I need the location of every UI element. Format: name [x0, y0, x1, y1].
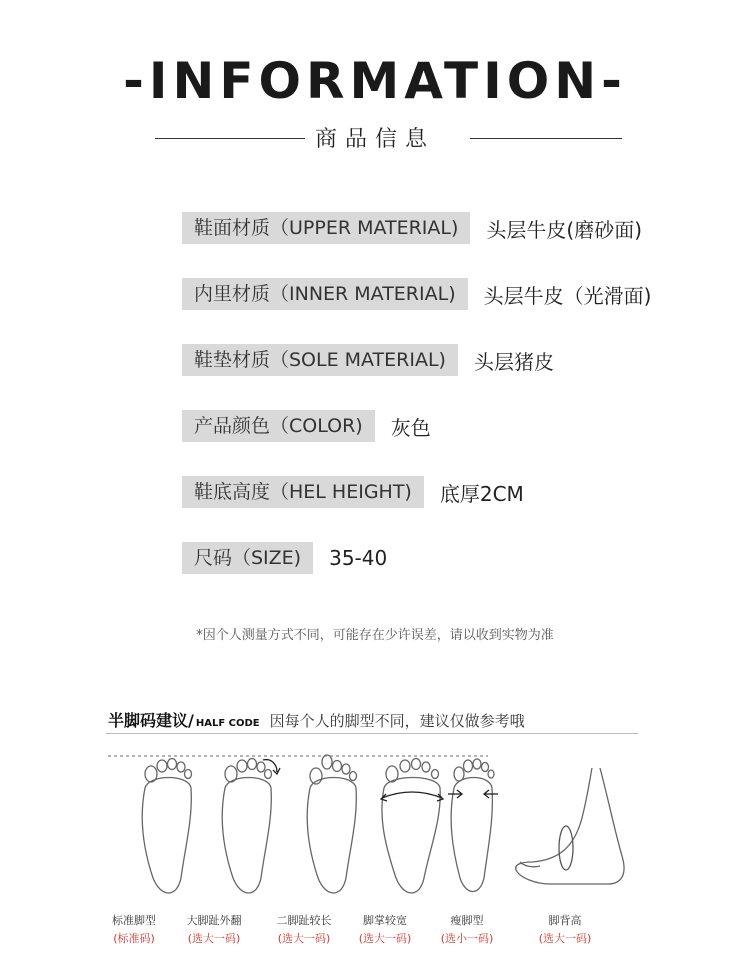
spec-value: 35-40: [329, 546, 388, 570]
foot-type-illustrations: [100, 738, 680, 898]
spec-label: 内里材质（INNER MATERIAL): [182, 278, 468, 310]
spec-row-color: [182, 410, 431, 442]
spec-label: 鞋底高度（HEL HEIGHT): [182, 476, 424, 508]
half-code-header: [108, 708, 525, 732]
spec-row-sole: [182, 344, 554, 376]
page-title: -INFORMATION-: [123, 52, 627, 110]
foot-type-advice: (选大一码): [187, 932, 241, 945]
foot-wide-icon: [381, 759, 443, 894]
foot-narrow-icon: [448, 759, 498, 892]
foot-type-advice: (选大一码): [358, 932, 412, 945]
foot-bunion-icon: [222, 759, 280, 894]
foot-type-name: 脚背高: [548, 914, 582, 927]
spec-label: 产品颜色（COLOR): [182, 410, 375, 442]
spec-label: 鞋垫材质（SOLE MATERIAL): [182, 344, 458, 376]
half-code-title: 半脚码建议/: [108, 711, 194, 730]
spec-label: 尺码（SIZE): [182, 542, 313, 574]
foot-type-name: 大脚趾外翻: [186, 914, 242, 927]
subtitle-right-line: [470, 138, 622, 139]
spec-value: 灰色: [390, 415, 431, 440]
foot-type-advice: (选大一码): [277, 932, 331, 945]
foot-long-second-toe-icon: [307, 755, 356, 893]
foot-type-name: 瘦脚型: [450, 914, 484, 927]
spec-value: 头层牛皮(磨砂面): [486, 217, 643, 242]
spec-value: 头层牛皮（光滑面): [483, 283, 652, 308]
spec-row-size: [182, 542, 387, 574]
spec-label: 鞋面材质（UPPER MATERIAL): [182, 212, 470, 244]
foot-type-advice: (选小一码): [440, 932, 494, 945]
spec-value: 底厚2CM: [439, 481, 524, 506]
foot-type-name: 脚掌较宽: [363, 914, 407, 927]
foot-type-advice: (标准码): [113, 932, 155, 945]
subtitle: 商品信息: [314, 127, 435, 152]
half-code-desc: 因每个人的脚型不同，建议仅做参考哦: [269, 712, 525, 730]
spec-row-inner: [182, 278, 651, 310]
foot-type-name: 标准脚型: [112, 914, 156, 927]
spec-row-height: [182, 476, 524, 508]
foot-type-advice: (选大一码): [538, 932, 592, 945]
foot-high-instep-icon: [516, 768, 624, 884]
half-code-label: HALF CODE: [195, 718, 260, 729]
spec-value: 头层猪皮: [473, 349, 554, 374]
foot-standard-icon: [142, 759, 191, 894]
subtitle-row: [0, 122, 750, 152]
foot-type-name: 二脚趾较长: [276, 914, 332, 927]
measurement-note: *因个人测量方式不同，可能存在少许误差，请以收到实物为准: [196, 628, 554, 643]
spec-row-upper: [182, 212, 642, 244]
half-code-divider: [106, 733, 638, 734]
